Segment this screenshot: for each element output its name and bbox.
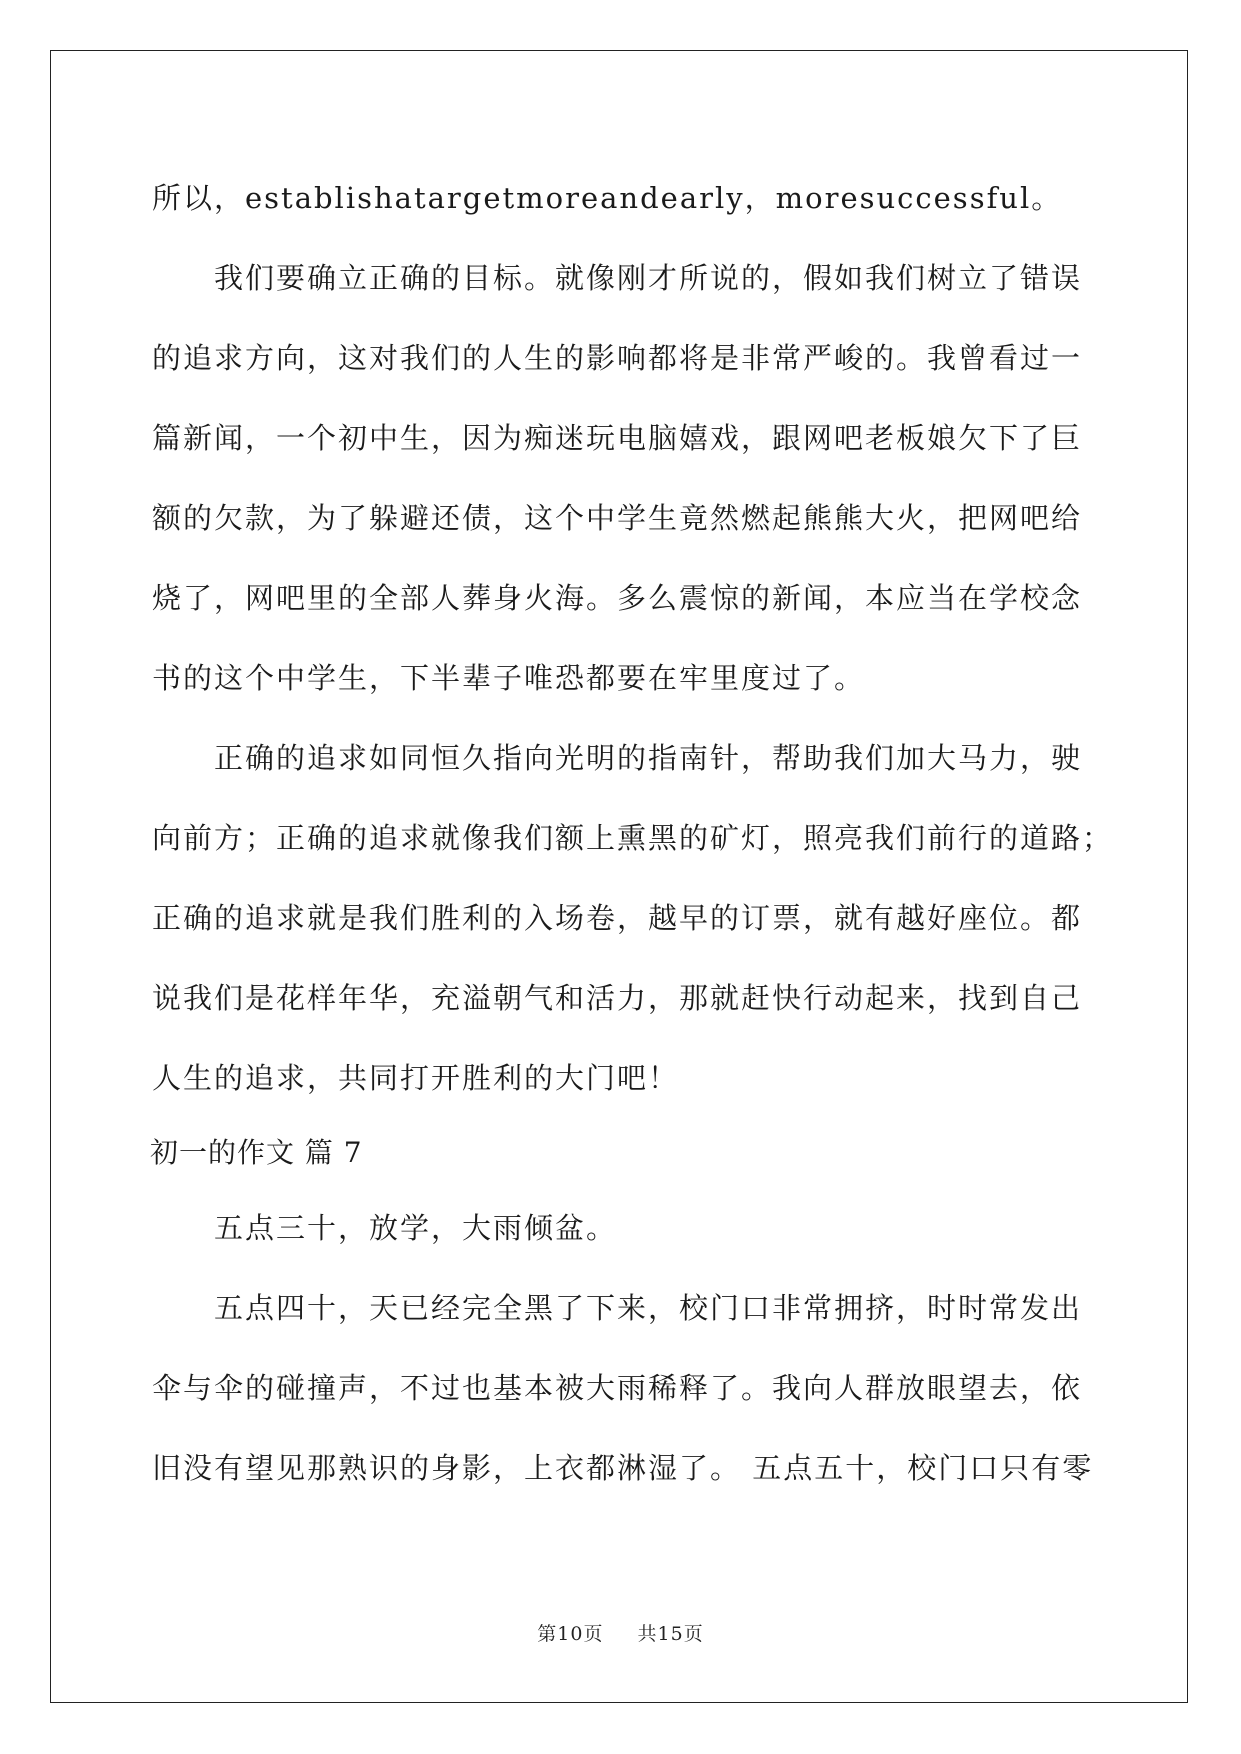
page-number-total: 共15页 <box>637 1623 704 1645</box>
text-line: 的追求方向，这对我们的人生的影响都将是非常严峻的。我曾看过一 <box>152 341 1083 375</box>
section-heading: 初一的作文 篇 7 <box>150 1136 363 1169</box>
page-footer <box>0 1619 1241 1646</box>
paragraph-start-line: 五点四十，天已经完全黑了下来，校门口非常拥挤，时时常发出 <box>214 1291 1083 1325</box>
text-line: 书的这个中学生，下半辈子唯恐都要在牢里度过了。 <box>152 661 866 695</box>
document-body <box>150 158 1114 1508</box>
text-line: 旧没有望见那熟识的身影，上衣都淋湿了。 五点五十，校门口只有零 <box>152 1451 1094 1485</box>
paragraph-start-line: 我们要确立正确的目标。就像刚才所说的，假如我们树立了错误 <box>214 261 1083 295</box>
text-line: 伞与伞的碰撞声，不过也基本被大雨稀释了。我向人群放眼望去，依 <box>152 1371 1083 1405</box>
text-line: 篇新闻，一个初中生，因为痴迷玩电脑嬉戏，跟网吧老板娘欠下了巨 <box>152 421 1083 455</box>
paragraph-start-line: 五点三十，放学，大雨倾盆。 <box>214 1211 618 1245</box>
text-line: 正确的追求就是我们胜利的入场卷，越早的订票，就有越好座位。都 <box>152 901 1083 935</box>
text-line: 烧了，网吧里的全部人葬身火海。多么震惊的新闻，本应当在学校念 <box>152 581 1083 615</box>
text-line: 向前方；正确的追求就像我们额上熏黑的矿灯，照亮我们前行的道路； <box>152 821 1114 855</box>
page-number-current: 第10页 <box>537 1623 604 1645</box>
text-line: 人生的追求，共同打开胜利的大门吧！ <box>152 1061 680 1095</box>
text-line: 说我们是花样年华，充溢朝气和活力，那就赶快行动起来，找到自己 <box>152 981 1083 1015</box>
text-line: 所以，establishatargetmoreandearly，moresuccessful。 <box>152 181 1063 215</box>
paragraph-start-line: 正确的追求如同恒久指向光明的指南针，帮助我们加大马力，驶 <box>214 741 1083 775</box>
text-line: 额的欠款，为了躲避还债，这个中学生竟然燃起熊熊大火，把网吧给 <box>152 501 1083 535</box>
